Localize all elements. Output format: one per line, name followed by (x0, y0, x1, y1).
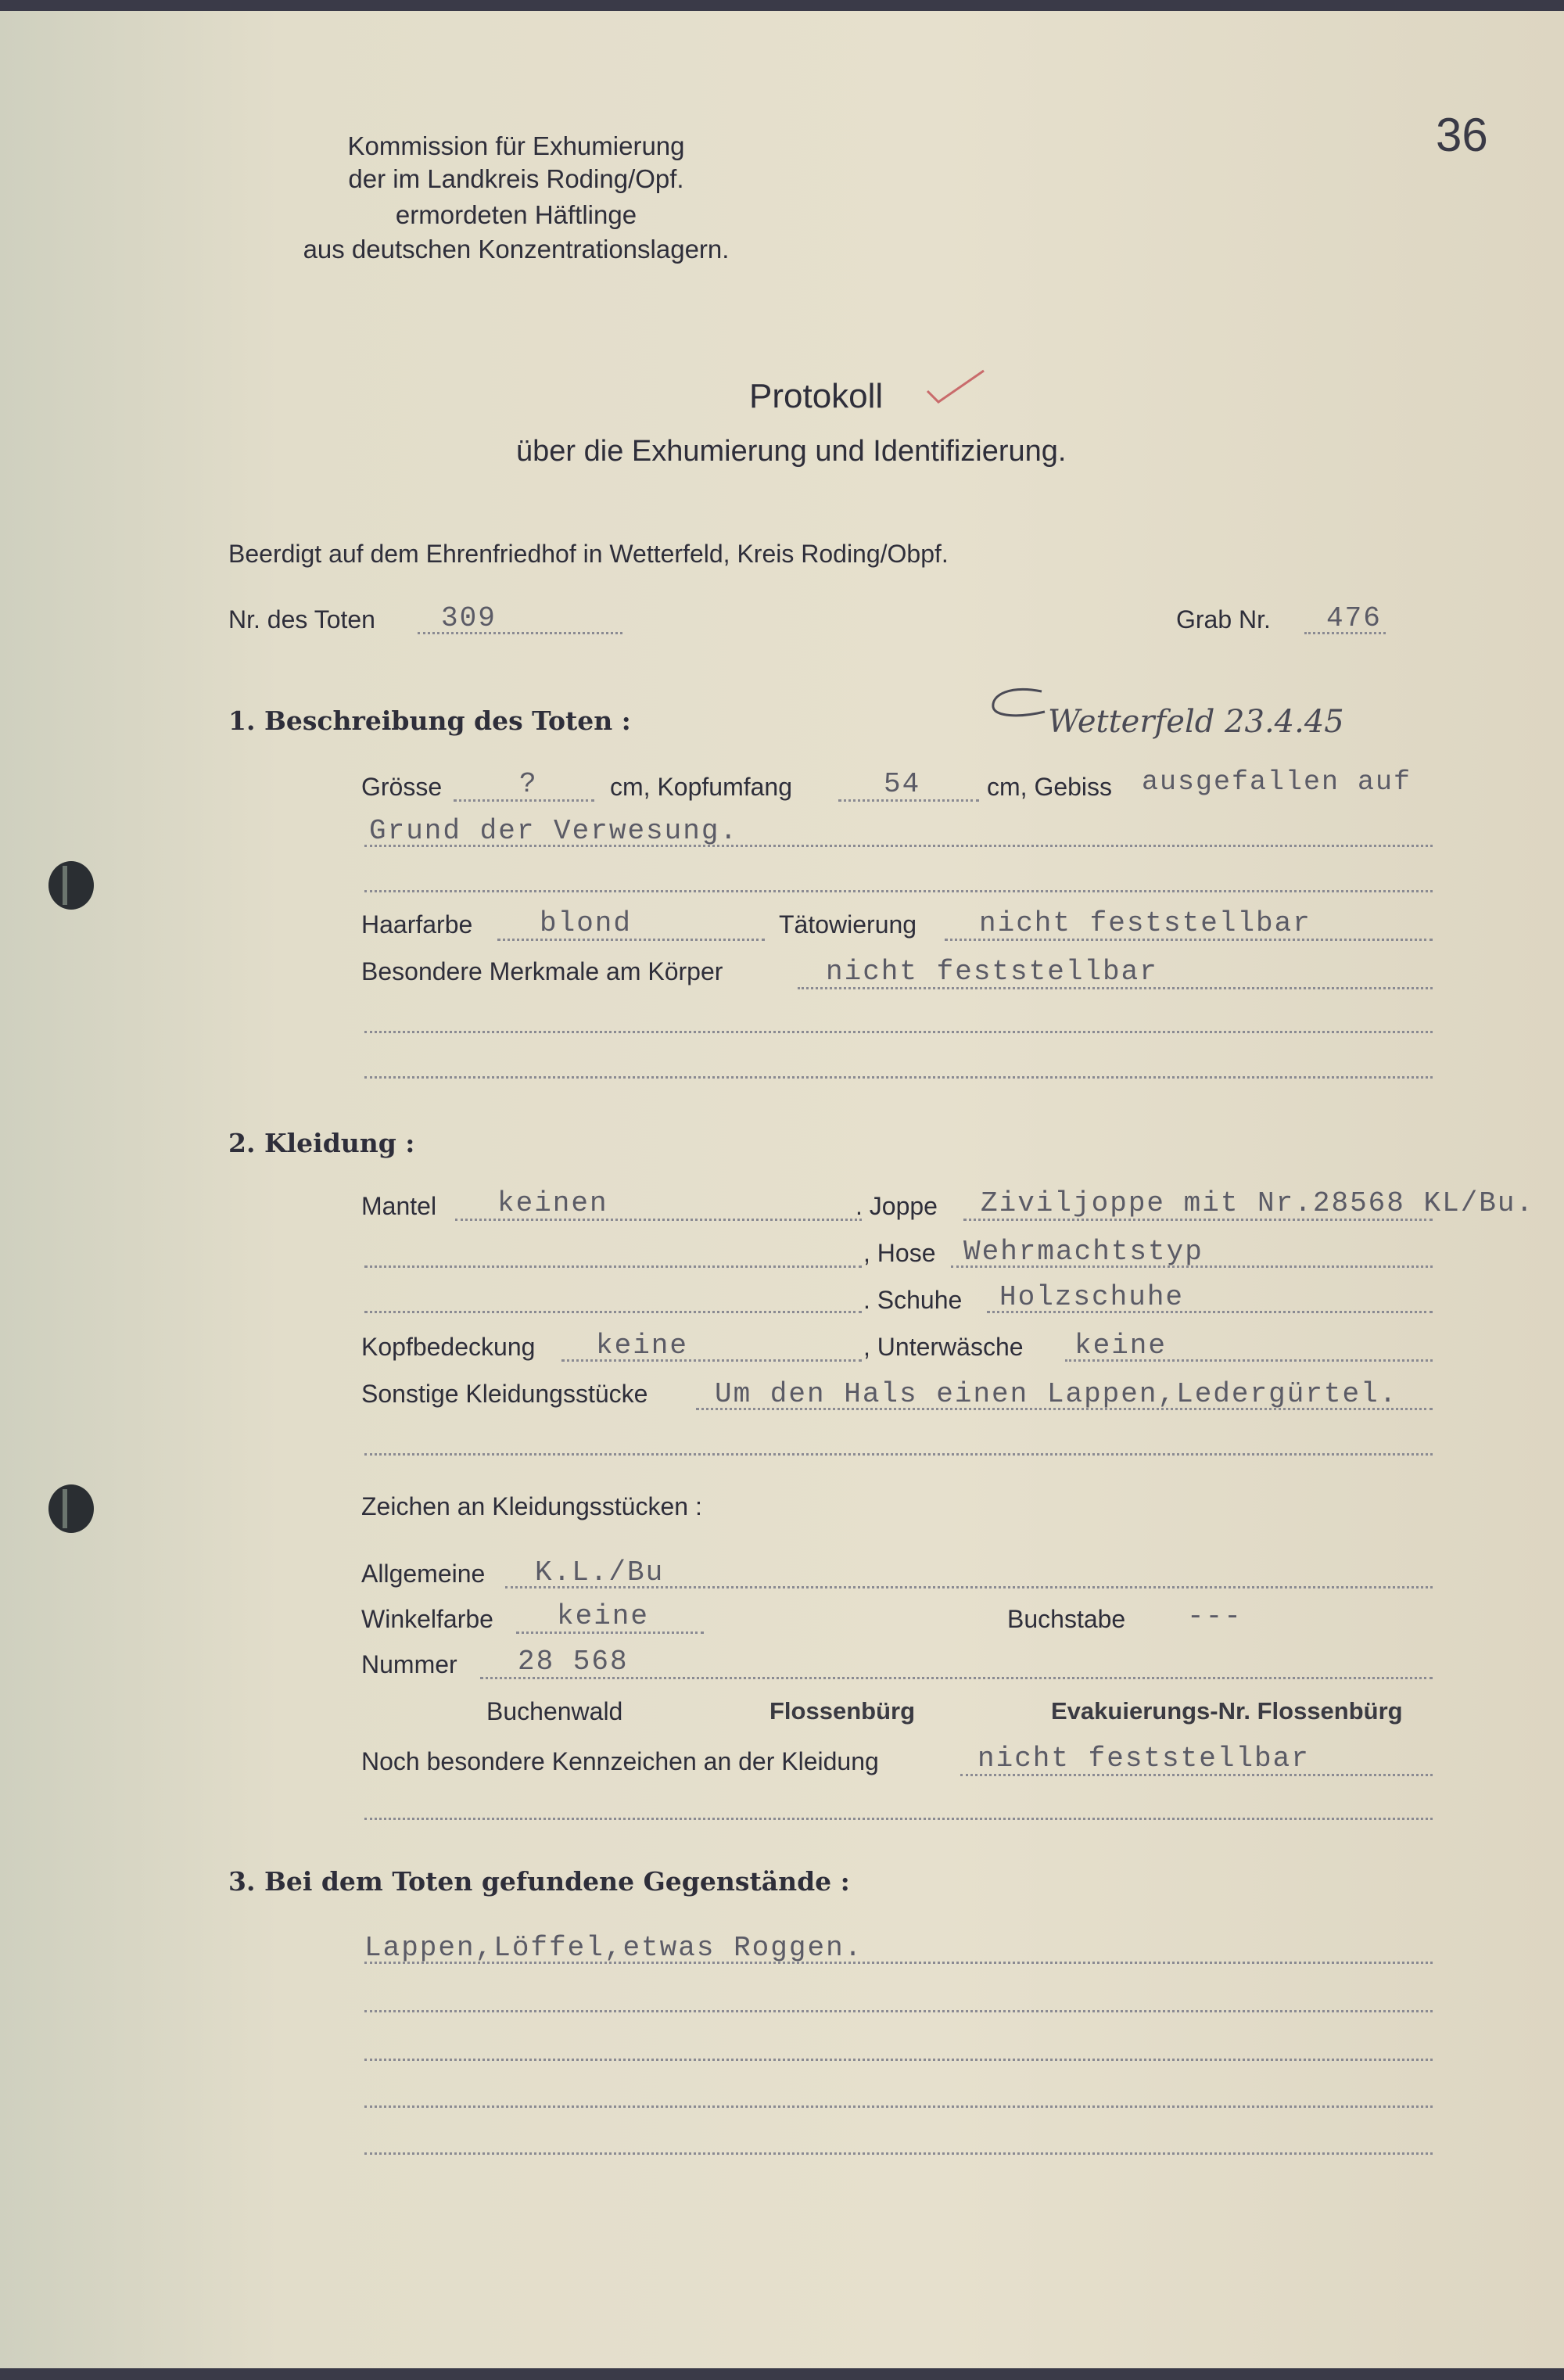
fill-line (497, 939, 765, 941)
commission-line-1: Kommission für Exhumierung (347, 131, 685, 160)
burial-line: Beerdigt auf dem Ehrenfriedhof in Wetterfeld, Kreis Roding/Obpf. (228, 540, 949, 568)
commission-line-2: der im Landkreis Roding/Opf. (348, 164, 684, 193)
hose-label: , Hose (863, 1239, 936, 1267)
groesse-label: Grösse (361, 773, 443, 801)
commission-line-4: aus deutschen Konzentrationslagern. (303, 235, 730, 264)
gebiss-value-1: ausgefallen auf (1142, 766, 1412, 798)
page-number: 36 (1436, 109, 1488, 161)
fill-line (364, 2010, 1433, 2012)
merkmale-label: Besondere Merkmale am Körper (361, 957, 723, 985)
commission-line-3: ermordeten Häftlinge (395, 200, 637, 229)
fill-line (418, 632, 622, 634)
document-subtitle: über die Exhumierung und Identifizierung. (516, 435, 1067, 468)
check-mark-icon (924, 368, 987, 407)
fill-line (364, 845, 1433, 847)
fill-line (364, 1031, 1433, 1033)
haarfarbe-label: Haarfarbe (361, 910, 473, 939)
punch-hole-bottom (48, 1484, 94, 1533)
fill-line (364, 2105, 1433, 2108)
gebiss-label: cm, Gebiss (987, 773, 1113, 801)
scan-border-bottom (0, 2368, 1564, 2380)
fill-line (364, 1265, 862, 1268)
kopfbedeckung-label: Kopfbedeckung (361, 1333, 536, 1361)
noch-value: nicht feststellbar (978, 1743, 1310, 1775)
scan-border-top (0, 0, 1564, 11)
noch-label: Noch besondere Kennzeichen an der Kleidung (361, 1747, 879, 1775)
fill-line (505, 1586, 1433, 1588)
buchstabe-value: --- (1187, 1600, 1243, 1632)
section-3-heading: 3. Bei dem Toten gefundene Gegenstände : (228, 1866, 850, 1897)
section-1-heading: 1. Beschreibung des Toten : (228, 705, 631, 736)
unterwaesche-label: , Unterwäsche (863, 1333, 1024, 1361)
kopfumfang-label: cm, Kopfumfang (610, 773, 792, 801)
buchenwald-label: Buchenwald (486, 1697, 623, 1725)
nummer-label: Nummer (361, 1650, 457, 1678)
fill-line (364, 2059, 1433, 2061)
fill-line (1065, 1359, 1433, 1362)
allgemeine-label: Allgemeine (361, 1560, 486, 1588)
location-date-stamp: Wetterfeld 23.4.45 (1048, 704, 1344, 740)
fill-line (364, 1962, 1433, 1964)
haarfarbe-value: blond (540, 907, 633, 939)
fill-line (516, 1632, 704, 1634)
grab-value: 476 (1326, 602, 1382, 634)
evakuierung-label: Evakuierungs-Nr. Flossenbürg (1051, 1697, 1403, 1725)
fill-line (364, 1311, 862, 1313)
hose-value: Wehrmachtstyp (963, 1236, 1203, 1268)
nr-label: Nr. des Toten (228, 605, 375, 634)
fill-line (838, 799, 979, 802)
section-3-value: Lappen,Löffel,etwas Roggen. (364, 1932, 863, 1964)
sonstige-label: Sonstige Kleidungsstücke (361, 1380, 648, 1408)
schuhe-value: Holzschuhe (999, 1281, 1185, 1313)
sonstige-value: Um den Hals einen Lappen,Ledergürtel. (715, 1378, 1398, 1410)
fill-line (951, 1265, 1433, 1268)
fill-line (945, 939, 1433, 941)
fill-line (455, 1219, 862, 1221)
winkelfarbe-value: keine (557, 1600, 650, 1632)
kopfumfang-value: 54 (884, 768, 921, 800)
groesse-value: ? (519, 768, 538, 800)
fill-line (480, 1677, 1433, 1679)
winkelfarbe-label: Winkelfarbe (361, 1605, 493, 1633)
fill-line (963, 1219, 1433, 1221)
fill-line (696, 1408, 1433, 1410)
taetowierung-value: nicht feststellbar (979, 907, 1311, 939)
fill-line (561, 1359, 862, 1362)
joppe-label: . Joppe (856, 1192, 938, 1220)
allgemeine-value: K.L./Bu (535, 1556, 665, 1588)
fill-line (364, 1818, 1433, 1820)
merkmale-value: nicht feststellbar (826, 956, 1158, 988)
kopfbedeckung-value: keine (596, 1330, 689, 1362)
section-2-heading: 2. Kleidung : (228, 1128, 415, 1158)
gebiss-value-2: Grund der Verwesung. (369, 815, 739, 847)
fill-line (1304, 632, 1386, 634)
punch-hole-top (48, 861, 94, 910)
document-title: Protokoll (749, 377, 884, 415)
mantel-label: Mantel (361, 1192, 437, 1220)
unterwaesche-value: keine (1074, 1330, 1168, 1362)
flossenbuerg-label: Flossenbürg (769, 1697, 916, 1725)
fill-line (364, 1076, 1433, 1079)
fill-line (987, 1311, 1433, 1313)
fill-line (364, 890, 1433, 892)
fill-line (364, 2152, 1433, 2155)
fill-line (960, 1774, 1433, 1776)
grab-label: Grab Nr. (1176, 605, 1271, 634)
mantel-value: keinen (497, 1187, 608, 1219)
joppe-value: Ziviljoppe mit Nr.28568 KL/Bu. (981, 1187, 1535, 1219)
nr-value: 309 (441, 602, 497, 634)
fill-line (364, 1453, 1433, 1456)
schuhe-label: . Schuhe (863, 1286, 963, 1314)
zeichen-label: Zeichen an Kleidungsstücken : (361, 1492, 702, 1520)
taetowierung-label: Tätowierung (779, 910, 917, 939)
fill-line (798, 987, 1433, 989)
stamp-mark (987, 682, 1049, 729)
fill-line (454, 799, 594, 802)
nummer-value: 28 568 (518, 1646, 629, 1678)
buchstabe-label: Buchstabe (1007, 1605, 1126, 1633)
